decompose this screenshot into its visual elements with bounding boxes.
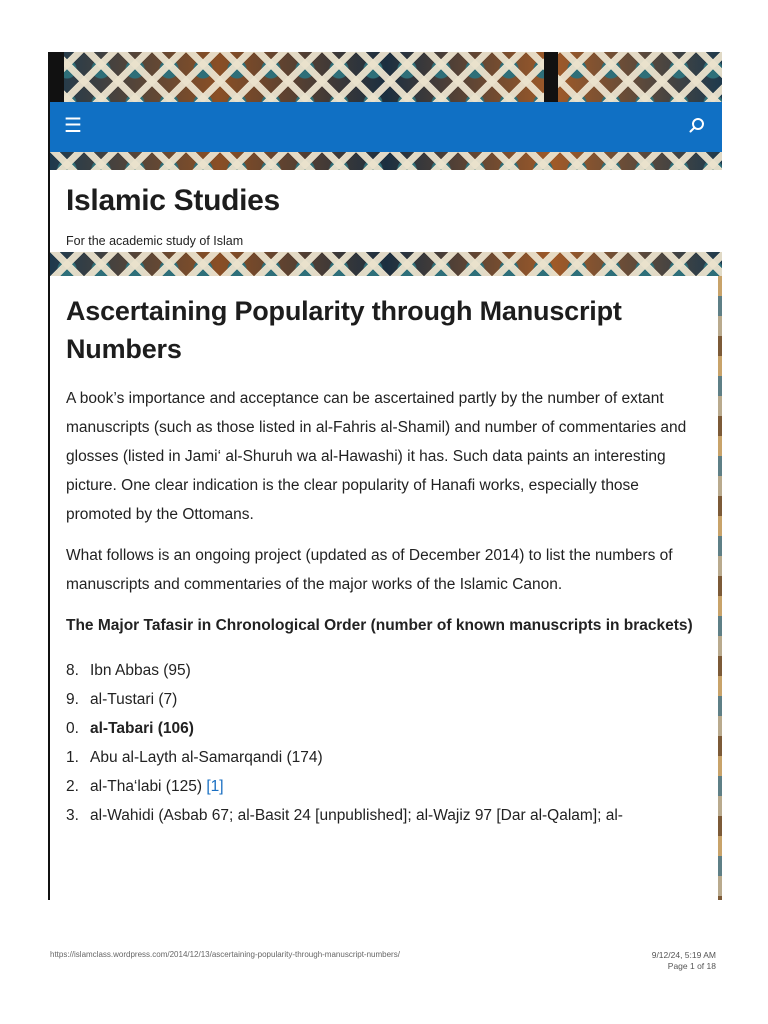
web-page: [48, 52, 722, 900]
section-heading: The Major Tafasir in Chronological Order (number of known manuscripts in brackets): [66, 617, 693, 634]
list-item: 2. al-Tha‘labi (125) [1]: [66, 778, 224, 795]
hamburger-menu-icon[interactable]: ☰: [64, 115, 82, 137]
site-tagline: For the academic study of Islam: [66, 234, 244, 248]
print-footer-info: [652, 950, 716, 972]
header-pattern-image: [50, 252, 722, 276]
header-pattern-image: [50, 152, 722, 170]
list-item: 3. al-Wahidi (Asbab 67; al-Basit 24 [unpublished]; al-Wajiz 97 [Dar al-Qalam]; al-: [66, 807, 623, 824]
list-item: 9. al-Tustari (7): [66, 691, 178, 708]
footnote-link[interactable]: [1]: [206, 778, 224, 795]
top-navbar: [50, 102, 722, 152]
tafsir-list: [66, 656, 706, 830]
site-header: [50, 170, 722, 252]
print-footer-url: https://islamclass.wordpress.com/2014/12/13/ascertaining-popularity-through-manuscript-numbers/: [50, 950, 400, 959]
list-item: 8. Ibn Abbas (95): [66, 662, 191, 679]
post-paragraph: What follows is an ongoing project (updated as of December 2014) to list the numbers of manuscripts and commentaries of the major works of the Islamic Canon.: [66, 547, 673, 593]
search-icon[interactable]: [688, 117, 706, 135]
site-title[interactable]: Islamic Studies: [66, 184, 280, 217]
post-paragraph: A book’s importance and acceptance can be ascertained partly by the number of extant manuscripts (such as those listed in al-Fahris al-Shamil) and number of commentaries and glosses (listed in Jami‘ al-Shuruh wa al-Hawashi) it has. Such data paints an interesting picture. One clear indication is the clear popularity of Hanafi works, especially those promoted by the Ottomans.: [66, 390, 687, 523]
print-date: 9/12/24, 5:19 AM: [651, 950, 716, 960]
decorative-border: [718, 276, 722, 900]
post-title: Ascertaining Popularity through Manuscript Numbers: [66, 296, 622, 364]
list-item: 1. Abu al-Layth al-Samarqandi (174): [66, 749, 323, 766]
post-content: [66, 292, 706, 830]
page-number: Page 1 of 18: [667, 961, 716, 971]
list-item: 0. al-Tabari (106): [66, 720, 194, 737]
header-pattern-image: [50, 52, 722, 102]
